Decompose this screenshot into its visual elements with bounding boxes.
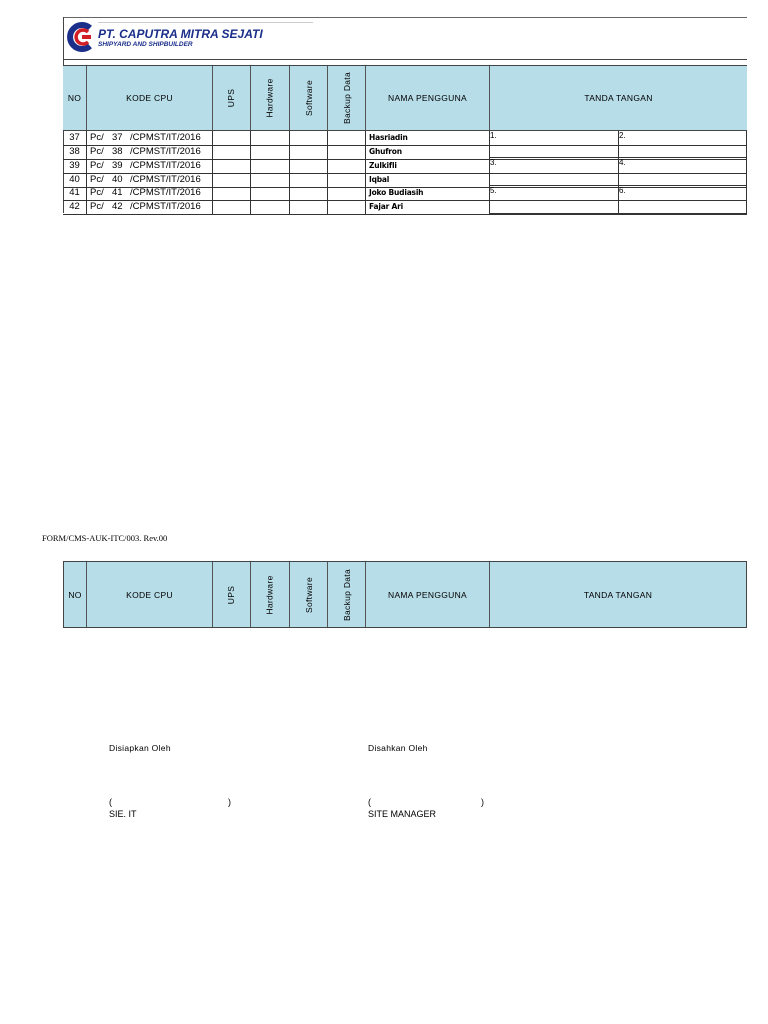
cell-software (290, 186, 328, 200)
cell-hardware (251, 173, 290, 187)
cell-software (290, 200, 328, 214)
header-kode-cpu: KODE CPU (87, 66, 213, 130)
header-backup: Backup Data (328, 562, 366, 627)
cell-kode-cpu: Pc/ 38 /CPMST/IT/2016 (87, 145, 213, 159)
cell-hardware (251, 200, 290, 214)
cell-backup (328, 173, 366, 187)
prepared-by-label: Disiapkan Oleh (109, 743, 171, 753)
cell-nama: Joko Budiasih (366, 186, 490, 200)
cell-backup (328, 200, 366, 214)
table-header-top (63, 65, 747, 131)
signature-cell[interactable]: 3. (490, 158, 619, 186)
approved-close-paren: ) (481, 797, 484, 807)
caputra-logo-icon (66, 22, 96, 52)
header-hardware: Hardware (251, 562, 290, 627)
cell-software (290, 131, 328, 145)
table-header-bottom (63, 561, 747, 628)
header-tanda-tangan: TANDA TANGAN (490, 66, 747, 130)
cell-ups (213, 145, 251, 159)
cell-ups (213, 200, 251, 214)
approved-role: SITE MANAGER (368, 809, 437, 819)
header-nama-pengguna: NAMA PENGGUNA (366, 66, 490, 130)
cell-kode-cpu: Pc/ 41 /CPMST/IT/2016 (87, 186, 213, 200)
header-kode-cpu: KODE CPU (87, 562, 213, 627)
cell-ups (213, 159, 251, 173)
cell-backup (328, 186, 366, 200)
cell-no: 37 (63, 131, 87, 145)
cell-no: 42 (63, 200, 87, 214)
cell-hardware (251, 186, 290, 200)
cell-backup (328, 159, 366, 173)
cell-no: 40 (63, 173, 87, 187)
page-top-border (63, 17, 747, 18)
signature-cell[interactable]: 5. (490, 186, 619, 214)
cell-kode-cpu: Pc/ 39 /CPMST/IT/2016 (87, 159, 213, 173)
signature-grid (490, 131, 747, 214)
approved-open-paren: ( (368, 797, 371, 807)
cell-hardware (251, 145, 290, 159)
company-logo (66, 22, 96, 52)
cell-no: 41 (63, 186, 87, 200)
cell-kode-cpu: Pc/ 42 /CPMST/IT/2016 (87, 200, 213, 214)
header-ups: UPS (213, 66, 251, 130)
prepared-role: SIE. IT (109, 809, 137, 819)
cell-software (290, 145, 328, 159)
company-tagline: SHIPYARD AND SHIPBUILDER (98, 41, 193, 48)
prepared-open-paren: ( (109, 797, 112, 807)
cell-kode-cpu: Pc/ 40 /CPMST/IT/2016 (87, 173, 213, 187)
header-tanda-tangan: TANDA TANGAN (490, 562, 746, 627)
header-backup: Backup Data (328, 66, 366, 130)
header-software: Software (290, 66, 328, 130)
cell-ups (213, 131, 251, 145)
header-software: Software (290, 562, 328, 627)
cell-ups (213, 173, 251, 187)
prepared-close-paren: ) (228, 797, 231, 807)
cell-nama: Iqbal (366, 173, 490, 187)
signature-cell[interactable]: 6. (619, 186, 747, 214)
cell-hardware (251, 159, 290, 173)
cell-nama: Zulkifli (366, 159, 490, 173)
signature-cell[interactable]: 1. (490, 131, 619, 158)
company-name: PT. CAPUTRA MITRA SEJATI (98, 27, 263, 41)
cell-backup (328, 131, 366, 145)
cell-no: 38 (63, 145, 87, 159)
cell-no: 39 (63, 159, 87, 173)
approved-by-label: Disahkan Oleh (368, 743, 428, 753)
form-code: FORM/CMS-AUK-ITC/003. Rev.00 (42, 533, 168, 543)
header-separator (63, 59, 747, 60)
header-no: NO (64, 562, 87, 627)
cell-backup (328, 145, 366, 159)
header-no: NO (63, 66, 87, 130)
cell-nama: Ghufron (366, 145, 490, 159)
cell-software (290, 173, 328, 187)
cell-nama: Fajar Ari (366, 200, 490, 214)
cell-software (290, 159, 328, 173)
cell-hardware (251, 131, 290, 145)
cell-kode-cpu: Pc/ 37 /CPMST/IT/2016 (87, 131, 213, 145)
cell-ups (213, 186, 251, 200)
header-ups: UPS (213, 562, 251, 627)
header-nama-pengguna: NAMA PENGGUNA (366, 562, 490, 627)
cell-nama: Hasriadin (366, 131, 490, 145)
header-hardware: Hardware (251, 66, 290, 130)
signature-cell[interactable]: 4. (619, 158, 747, 186)
logo-divider (98, 22, 313, 23)
signature-cell[interactable]: 2. (619, 131, 747, 158)
